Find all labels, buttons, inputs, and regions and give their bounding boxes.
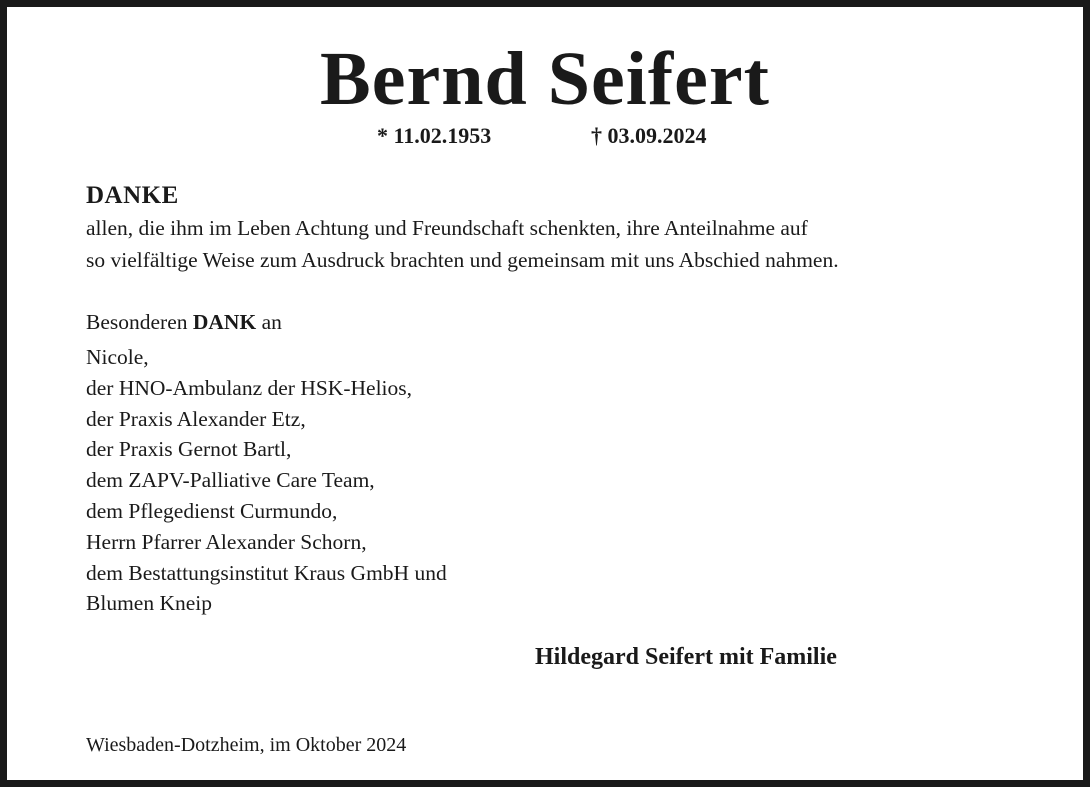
recipient-item: Nicole,: [86, 345, 149, 369]
recipient-item: dem ZAPV-Palliative Care Team,: [86, 468, 375, 493]
thanks-text-line-2: so vielfältige Weise zum Ausdruck brachten und gemeinsam mit uns Abschied nahmen.: [86, 248, 839, 272]
recipient-item: Blumen Kneip: [86, 591, 212, 616]
recipient-item: der HNO-Ambulanz der HSK-Helios,: [86, 375, 413, 400]
special-thanks-line: [86, 312, 282, 334]
special-thanks-emphasis: DANK: [192, 310, 257, 334]
place-and-date: Wiesbaden-Dotzheim, im Oktober 2024: [86, 734, 407, 756]
recipient-item: dem Bestattungsinstitut Kraus GmbH und: [86, 560, 447, 585]
special-thanks-suffix: an: [261, 310, 282, 334]
recipient-list: [86, 342, 447, 619]
recipient-item: dem Pflegedienst Curmundo,: [86, 498, 338, 523]
recipient-item: der Praxis Gernot Bartl,: [86, 437, 292, 462]
special-thanks-prefix: Besonderen: [86, 310, 188, 334]
thanks-heading: DANKE: [86, 182, 179, 209]
recipient-item: Herrn Pfarrer Alexander Schorn,: [86, 529, 367, 554]
death-date: † 03.09.2024: [591, 123, 707, 148]
signature: Hildegard Seifert mit Familie: [535, 644, 837, 670]
deceased-name: Bernd Seifert: [320, 37, 770, 121]
thanks-text-line-1: allen, die ihm im Leben Achtung und Freundschaft schenkten, ihre Anteilnahme auf: [86, 216, 808, 240]
birth-date: * 11.02.1953: [377, 123, 492, 148]
recipient-item: der Praxis Alexander Etz,: [86, 406, 306, 431]
